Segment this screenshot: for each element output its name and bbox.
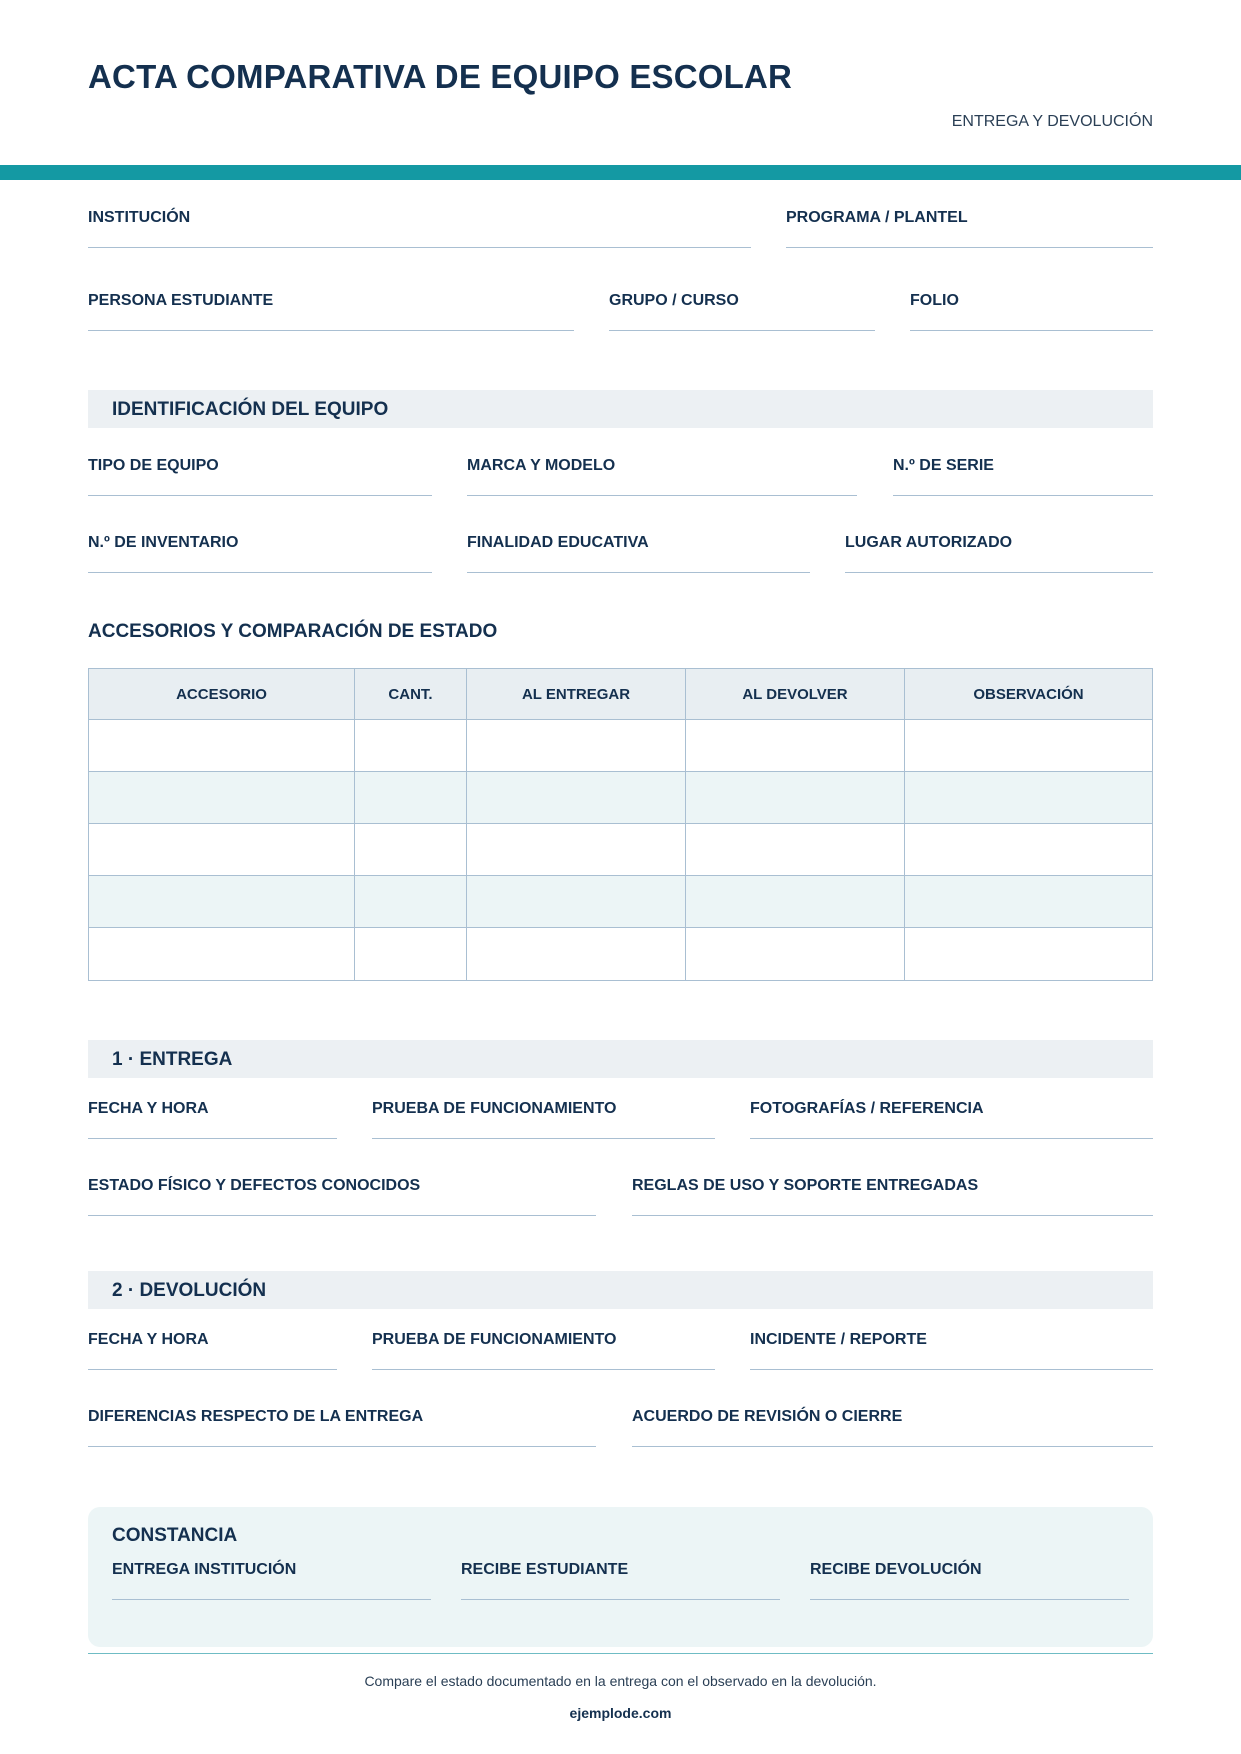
field-label: FECHA Y HORA: [88, 1100, 209, 1117]
field-line: [372, 1138, 715, 1139]
field-label: ENTREGA INSTITUCIÓN: [112, 1561, 297, 1578]
table-cell[interactable]: [89, 876, 355, 928]
field-line: [88, 1215, 596, 1216]
field-entrega-prueba[interactable]: [372, 1100, 715, 1140]
field-line: [632, 1215, 1153, 1216]
table-cell[interactable]: [467, 720, 686, 772]
table-cell[interactable]: [686, 876, 905, 928]
field-label: N.º DE SERIE: [893, 457, 994, 474]
field-label: MARCA Y MODELO: [467, 457, 616, 474]
table-row: [89, 772, 1152, 824]
document-title: ACTA COMPARATIVA DE EQUIPO ESCOLAR: [88, 58, 793, 95]
field-entrega-estado[interactable]: [88, 1177, 596, 1217]
table-cell[interactable]: [355, 824, 467, 876]
table-cell[interactable]: [89, 720, 355, 772]
field-label: FINALIDAD EDUCATIVA: [467, 534, 649, 551]
field-line: [88, 495, 432, 496]
field-label: FECHA Y HORA: [88, 1331, 209, 1348]
field-label: N.º DE INVENTARIO: [88, 534, 239, 551]
section-heading: 1 · ENTREGA: [112, 1049, 233, 1070]
column-header: AL DEVOLVER: [686, 669, 905, 720]
field-label: FOTOGRAFÍAS / REFERENCIA: [750, 1100, 984, 1117]
table-cell[interactable]: [905, 928, 1152, 980]
signature-recibe[interactable]: [461, 1561, 780, 1601]
constancia-heading: CONSTANCIA: [112, 1525, 238, 1546]
accesorios-heading: ACCESORIOS Y COMPARACIÓN DE ESTADO: [88, 621, 498, 642]
field-label: PERSONA ESTUDIANTE: [88, 292, 274, 309]
signature-line: [810, 1599, 1129, 1600]
field-label: INCIDENTE / REPORTE: [750, 1331, 927, 1348]
signature-line: [112, 1599, 431, 1600]
field-label: TIPO DE EQUIPO: [88, 457, 219, 474]
field-line: [88, 330, 574, 331]
field-programa[interactable]: [786, 209, 1153, 249]
field-label: RECIBE ESTUDIANTE: [461, 1561, 629, 1578]
field-line: [750, 1138, 1153, 1139]
table-cell[interactable]: [355, 928, 467, 980]
section-devolucion-band: [88, 1271, 1153, 1309]
field-line: [893, 495, 1153, 496]
field-inventario[interactable]: [88, 534, 432, 574]
field-line: [88, 1138, 337, 1139]
table-cell[interactable]: [905, 824, 1152, 876]
field-line: [88, 1369, 337, 1370]
signature-devolucion[interactable]: [810, 1561, 1129, 1601]
header-accent-bar: [0, 165, 1241, 180]
footer-divider: [88, 1653, 1153, 1654]
table-cell[interactable]: [355, 876, 467, 928]
field-label: PRUEBA DE FUNCIONAMIENTO: [372, 1100, 617, 1117]
table-cell[interactable]: [686, 928, 905, 980]
table-cell[interactable]: [905, 876, 1152, 928]
field-label: DIFERENCIAS RESPECTO DE LA ENTREGA: [88, 1408, 424, 1425]
table-header-row: [89, 669, 1152, 720]
table-cell[interactable]: [89, 824, 355, 876]
accesorios-table: [88, 668, 1153, 981]
field-line: [88, 247, 751, 248]
field-line: [88, 572, 432, 573]
table-cell[interactable]: [355, 772, 467, 824]
field-entrega-fotos[interactable]: [750, 1100, 1153, 1140]
column-header: AL ENTREGAR: [467, 669, 686, 720]
field-label: ACUERDO DE REVISIÓN O CIERRE: [632, 1408, 903, 1425]
field-line: [632, 1446, 1153, 1447]
column-header: OBSERVACIÓN: [905, 669, 1152, 720]
section-identificacion-band: [88, 390, 1153, 428]
table-row: [89, 876, 1152, 928]
section-entrega-band: [88, 1040, 1153, 1078]
table-cell[interactable]: [686, 772, 905, 824]
field-devolucion-incidente[interactable]: [750, 1331, 1153, 1371]
field-folio[interactable]: [910, 292, 1153, 332]
field-line: [910, 330, 1153, 331]
field-label: PRUEBA DE FUNCIONAMIENTO: [372, 1331, 617, 1348]
field-devolucion-prueba[interactable]: [372, 1331, 715, 1371]
table-cell[interactable]: [89, 772, 355, 824]
field-label: PROGRAMA / PLANTEL: [786, 209, 968, 226]
column-header: ACCESORIO: [89, 669, 355, 720]
field-label: REGLAS DE USO Y SOPORTE ENTREGADAS: [632, 1177, 979, 1194]
field-line: [467, 572, 810, 573]
constancia-card: [88, 1507, 1153, 1647]
table-cell[interactable]: [89, 928, 355, 980]
field-serie[interactable]: [893, 457, 1153, 497]
field-label: GRUPO / CURSO: [609, 292, 739, 309]
field-institucion[interactable]: [88, 209, 751, 249]
field-grupo[interactable]: [609, 292, 875, 332]
field-line: [750, 1369, 1153, 1370]
section-heading: IDENTIFICACIÓN DEL EQUIPO: [112, 399, 389, 420]
column-header: CANT.: [355, 669, 467, 720]
signature-line: [461, 1599, 780, 1600]
table-cell[interactable]: [905, 772, 1152, 824]
field-lugar[interactable]: [845, 534, 1153, 574]
table-cell[interactable]: [905, 720, 1152, 772]
table-cell[interactable]: [467, 772, 686, 824]
table-cell[interactable]: [355, 720, 467, 772]
footer-note: Compare el estado documentado en la entrega con el observado en la devolución.: [364, 1673, 877, 1689]
field-entrega-fecha[interactable]: [88, 1100, 337, 1140]
field-label: INSTITUCIÓN: [88, 209, 191, 226]
table-row: [89, 824, 1152, 876]
field-devolucion-acuerdo[interactable]: [632, 1408, 1153, 1448]
footer-site: ejemplode.com: [569, 1705, 672, 1721]
field-label: RECIBE DEVOLUCIÓN: [810, 1561, 982, 1578]
table-cell[interactable]: [686, 720, 905, 772]
field-devolucion-diferencias[interactable]: [88, 1408, 596, 1448]
field-estudiante[interactable]: [88, 292, 574, 332]
field-line: [372, 1369, 715, 1370]
field-line: [845, 572, 1153, 573]
document-subtitle: ENTREGA Y DEVOLUCIÓN: [951, 113, 1153, 130]
table-row: [89, 928, 1152, 980]
signature-entrega[interactable]: [112, 1561, 431, 1601]
section-heading: 2 · DEVOLUCIÓN: [112, 1280, 267, 1301]
field-line: [88, 1446, 596, 1447]
field-label: ESTADO FÍSICO Y DEFECTOS CONOCIDOS: [88, 1177, 421, 1194]
field-finalidad[interactable]: [467, 534, 810, 574]
field-line: [609, 330, 875, 331]
field-entrega-reglas[interactable]: [632, 1177, 1153, 1217]
field-label: FOLIO: [910, 292, 959, 309]
field-line: [786, 247, 1153, 248]
table-cell[interactable]: [467, 824, 686, 876]
field-label: LUGAR AUTORIZADO: [845, 534, 1013, 551]
table-row: [89, 720, 1152, 772]
table-cell[interactable]: [467, 876, 686, 928]
table-cell[interactable]: [686, 824, 905, 876]
field-devolucion-fecha[interactable]: [88, 1331, 337, 1371]
field-line: [467, 495, 857, 496]
field-tipo-equipo[interactable]: [88, 457, 432, 497]
field-marca-modelo[interactable]: [467, 457, 857, 497]
table-cell[interactable]: [467, 928, 686, 980]
